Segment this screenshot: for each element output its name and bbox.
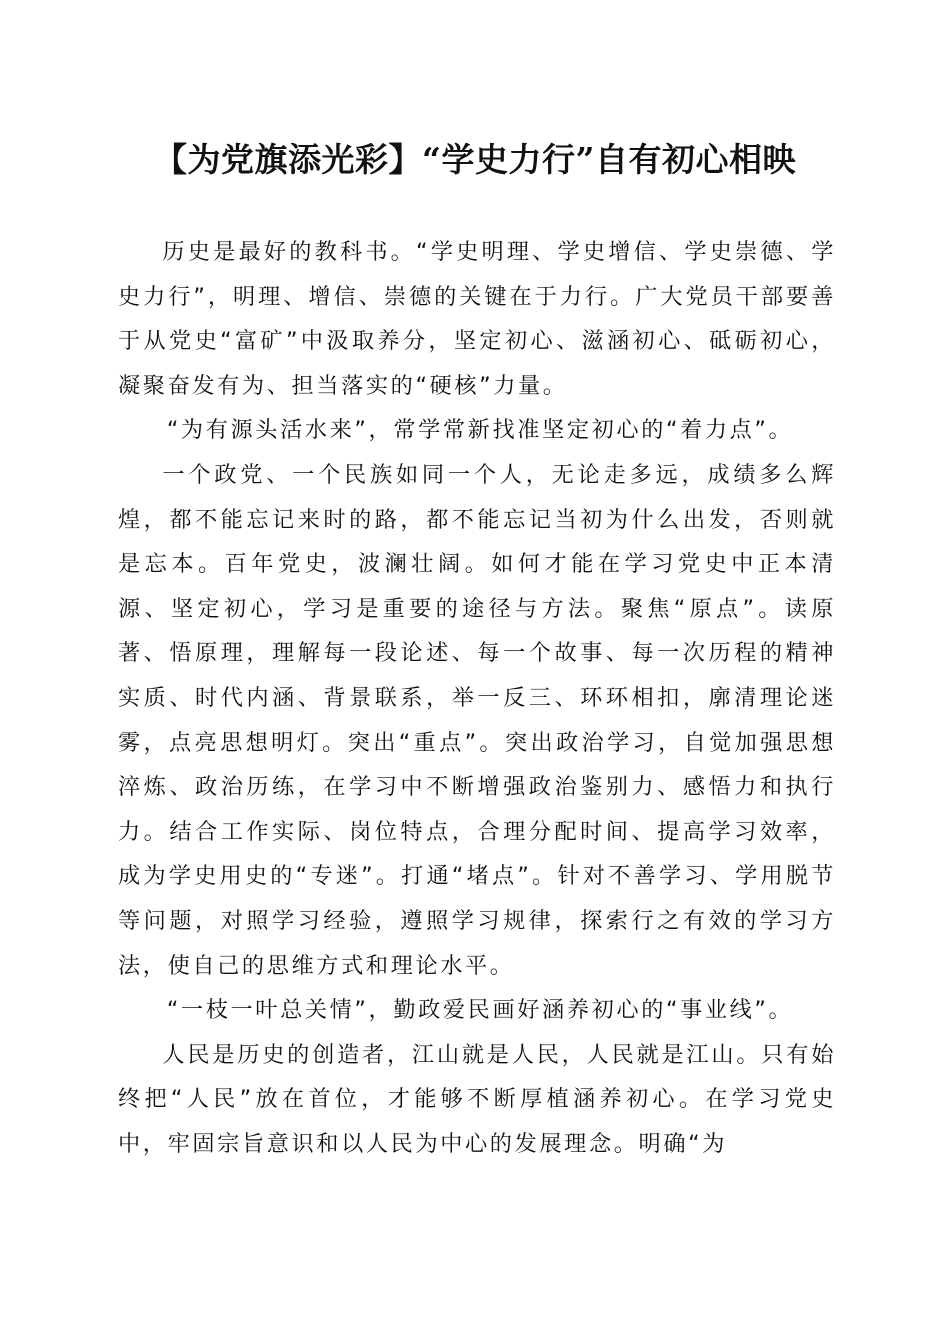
paragraph-section-body-2: 人民是历史的创造者，江山就是人民，人民就是江山。只有始终把“人民”放在首位，才能够不断厚植涵养初心。在学习党史中，牢固宗旨意识和以人民为中心的发展理念。明确“为 (118, 1041, 836, 1157)
paragraph-intro: 历史是最好的教科书。“学史明理、学史增信、学史崇德、学史力行”，明理、增信、崇德的关键在于力行。广大党员干部要善于从党史“富矿”中汲取养分，坚定初心、滋涵初心、砥砺初心，凝聚奋发有为、担当落实的“硬核”力量。 (118, 239, 836, 399)
document-title: 【为党旗添光彩】“学史力行”自有初心相映 (154, 140, 796, 179)
paragraph-section-body-1: 一个政党、一个民族如同一个人，无论走多远，成绩多么辉煌，都不能忘记来时的路，都不能忘记当初为什么出发，否则就是忘本。百年党史，波澜壮阔。如何才能在学习党史中正本清源、坚定初心，学习是重要的途径与方法。聚焦“原点”。读原著、悟原理，理解每一段论述、每一个故事、每一次历程的精神实质、时代内涵、背景联系，举一反三、环环相扣，廓清理论迷雾，点亮思想明灯。突出“重点”。突出政治学习，自觉加强思想淬炼、政治历练，在学习中不断增强政治鉴别力、感悟力和执行力。结合工作实际、岗位特点，合理分配时间、提高学习效率，成为学史用史的“专迷”。打通“堵点”。针对不善学习、学用脱节等问题，对照学习经验，遵照学习规律，探索行之有效的学习方法，使自己的思维方式和理论水平。 (118, 461, 836, 979)
document-body (118, 230, 836, 1166)
paragraph-section-heading-2: “一枝一叶总关情”，勤政爱民画好涵养初心的“事业线”。 (166, 997, 794, 1024)
paragraph-section-heading-1: “为有源头活水来”，常学常新找准坚定初心的“着力点”。 (166, 417, 794, 444)
